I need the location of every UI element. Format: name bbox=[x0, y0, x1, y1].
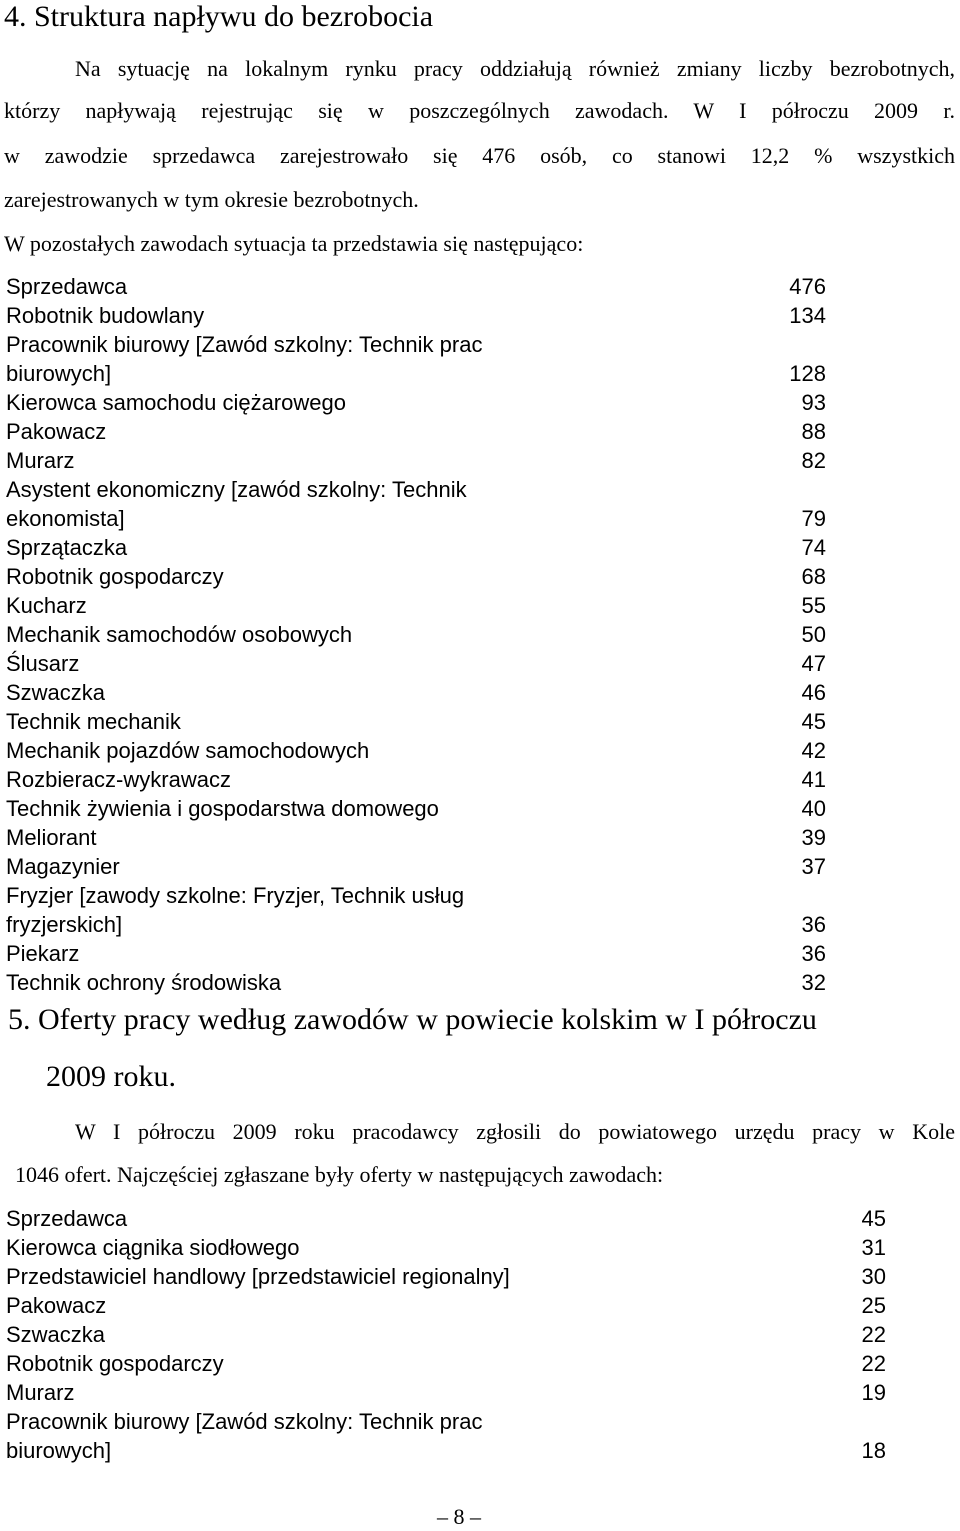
occupation-name: Sprzedawca bbox=[6, 1206, 128, 1231]
occupation-name: Kierowca ciągnika siodłowego bbox=[6, 1235, 300, 1260]
occupation-name: Technik mechanik bbox=[6, 709, 181, 734]
occupation-name: Szwaczka bbox=[6, 1322, 106, 1347]
occupation-name: Murarz bbox=[6, 448, 75, 473]
offer-count: 30 bbox=[861, 1264, 886, 1289]
occupation-count: 37 bbox=[801, 854, 826, 879]
occupation-count: 476 bbox=[789, 274, 826, 299]
occupation-name: biurowych] bbox=[6, 361, 112, 386]
occupation-count: 47 bbox=[801, 651, 826, 676]
occupation-name: Pracownik biurowy [Zawód szkolny: Technik prac bbox=[6, 332, 483, 357]
offer-count: 19 bbox=[861, 1380, 886, 1405]
offer-count: 45 bbox=[861, 1206, 886, 1231]
offer-count: 22 bbox=[861, 1322, 886, 1347]
occupation-name: Robotnik budowlany bbox=[6, 303, 205, 328]
occupation-name: Mechanik pojazdów samochodowych bbox=[6, 738, 370, 763]
occupation-name: Magazynier bbox=[6, 854, 120, 879]
occupation-count: 128 bbox=[789, 361, 826, 386]
occupation-name: Szwaczka bbox=[6, 680, 106, 705]
offer-count: 25 bbox=[861, 1293, 886, 1318]
occupation-name: Sprzątaczka bbox=[6, 535, 128, 560]
occupation-count: 41 bbox=[801, 767, 826, 792]
section-4-paragraph-line: w zawodzie sprzedawca zarejestrowało się 476 osób, co stanowi 12,2 % wszystkich bbox=[4, 143, 955, 168]
occupation-name: Pakowacz bbox=[6, 1293, 107, 1318]
occupation-count: 79 bbox=[801, 506, 826, 531]
occupation-count: 50 bbox=[801, 622, 826, 647]
section-5-paragraph-line: 1046 ofert. Najczęściej zgłaszane były oferty w następujących zawodach: bbox=[15, 1162, 664, 1187]
occupation-name: Rozbieracz-wykrawacz bbox=[6, 767, 231, 792]
offer-count: 18 bbox=[861, 1438, 886, 1463]
occupation-count: 93 bbox=[801, 390, 826, 415]
occupation-name: Sprzedawca bbox=[6, 274, 128, 299]
occupation-name: Meliorant bbox=[6, 825, 97, 850]
section-4-heading: 4. Struktura napływu do bezrobocia bbox=[4, 0, 434, 33]
occupation-name: Przedstawiciel handlowy [przedstawiciel regionalny] bbox=[6, 1264, 510, 1289]
occupation-count: 82 bbox=[801, 448, 826, 473]
occupation-count: 40 bbox=[801, 796, 826, 821]
occupation-name: Kucharz bbox=[6, 593, 87, 618]
occupation-name: Kierowca samochodu ciężarowego bbox=[6, 390, 346, 415]
section-4-paragraph-line: którzy napływają rejestrując się w poszczególnych zawodach. W I półroczu 2009 r. bbox=[4, 98, 955, 123]
occupation-name: Technik ochrony środowiska bbox=[6, 970, 282, 995]
occupation-count: 36 bbox=[801, 912, 826, 937]
occupation-name: Asystent ekonomiczny [zawód szkolny: Technik bbox=[6, 477, 467, 502]
occupation-name: Murarz bbox=[6, 1380, 75, 1405]
occupation-name: Robotnik gospodarczy bbox=[6, 1351, 224, 1376]
occupation-count: 134 bbox=[789, 303, 826, 328]
occupation-name: Ślusarz bbox=[6, 651, 80, 676]
occupation-name: Pakowacz bbox=[6, 419, 107, 444]
occupation-name: Piekarz bbox=[6, 941, 80, 966]
occupation-name: fryzjerskich] bbox=[6, 912, 123, 937]
occupation-count: 32 bbox=[801, 970, 826, 995]
section-5-paragraph-line: W I półroczu 2009 roku pracodawcy zgłosili do powiatowego urzędu pracy w Kole bbox=[75, 1119, 955, 1144]
offer-count: 31 bbox=[861, 1235, 886, 1260]
occupation-count: 46 bbox=[801, 680, 826, 705]
section-5-heading-continued: 2009 roku. bbox=[46, 1060, 176, 1093]
occupation-name: Pracownik biurowy [Zawód szkolny: Technik prac bbox=[6, 1409, 483, 1434]
section-4-paragraph-line: W pozostałych zawodach sytuacja ta przedstawia się następująco: bbox=[4, 231, 584, 256]
occupation-count: 45 bbox=[801, 709, 826, 734]
occupation-name: ekonomista] bbox=[6, 506, 125, 531]
page-number: – 8 – bbox=[437, 1504, 481, 1529]
occupation-count: 36 bbox=[801, 941, 826, 966]
section-4-paragraph-line: Na sytuację na lokalnym rynku pracy oddziałują również zmiany liczby bezrobotnych, bbox=[75, 56, 955, 81]
occupation-count: 88 bbox=[801, 419, 826, 444]
occupation-count: 55 bbox=[801, 593, 826, 618]
occupation-count: 39 bbox=[801, 825, 826, 850]
occupation-count: 42 bbox=[801, 738, 826, 763]
occupation-name: Technik żywienia i gospodarstwa domowego bbox=[6, 796, 439, 821]
occupation-name: Fryzjer [zawody szkolne: Fryzjer, Technik usług bbox=[6, 883, 465, 908]
occupation-name: Mechanik samochodów osobowych bbox=[6, 622, 353, 647]
occupation-name: biurowych] bbox=[6, 1438, 112, 1463]
occupation-count: 74 bbox=[801, 535, 826, 560]
section-5-heading: 5. Oferty pracy według zawodów w powiecie kolskim w I półroczu bbox=[8, 1003, 817, 1036]
offer-count: 22 bbox=[861, 1351, 886, 1376]
occupation-count: 68 bbox=[801, 564, 826, 589]
occupation-name: Robotnik gospodarczy bbox=[6, 564, 224, 589]
section-4-paragraph-line: zarejestrowanych w tym okresie bezrobotnych. bbox=[4, 187, 419, 212]
